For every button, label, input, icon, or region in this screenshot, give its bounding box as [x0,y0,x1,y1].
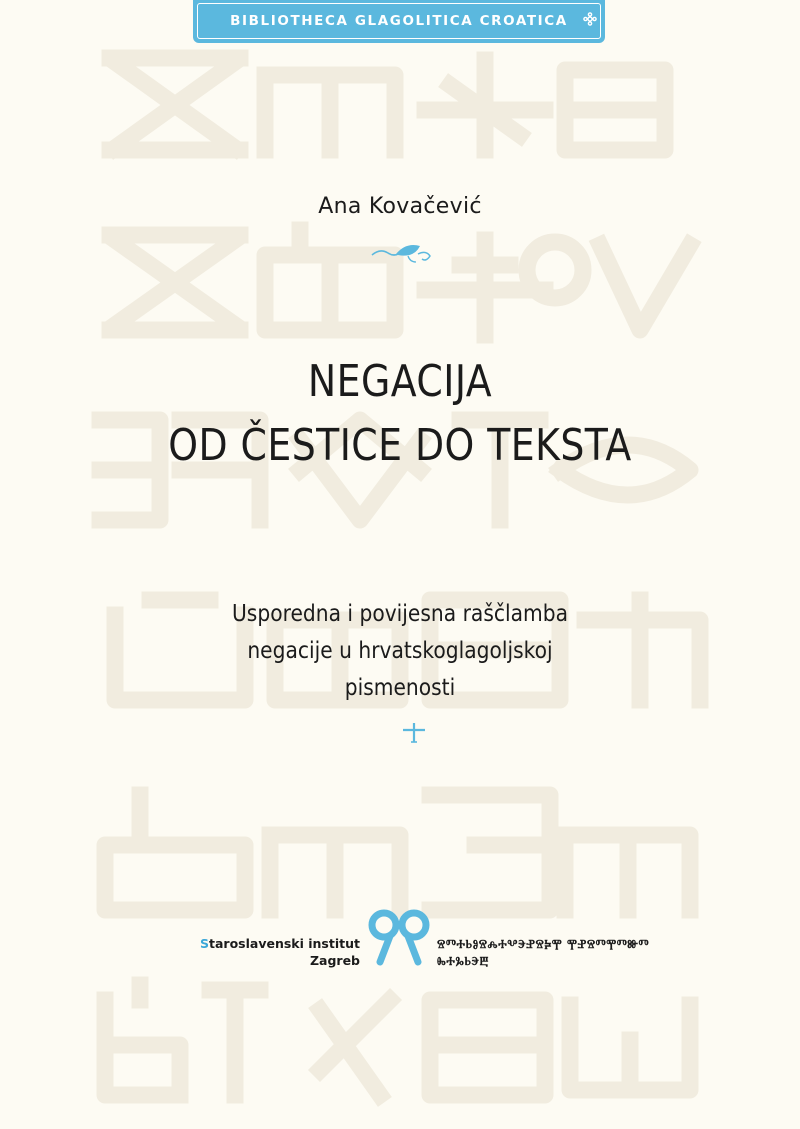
subtitle-line-1: Usporedna i povijesna raščlamba [231,601,568,627]
book-title-line-2: OD ČESTICE DO TEKSTA [168,420,632,471]
series-banner-frame [197,3,601,39]
subtitle-line-3: pismenosti [344,675,456,701]
publisher-name [200,935,360,952]
glagolitic-s-logo-icon [366,908,432,968]
author-name: Ana Kovačević [318,194,482,219]
flower-ornament-icon [583,12,597,26]
publisher-name-glagolitic [437,936,649,970]
series-title: BIBLIOTHECA GLAGOLITICA CROATICA [230,13,568,29]
publisher-glagolitic-line-2: ⰈⰀⰃⰓⰅⰁ [437,954,489,968]
leaf-ornament-icon [370,240,432,266]
publisher-initial: S [200,936,210,951]
publisher-name-rest: taroslavenski institut [209,936,360,951]
publisher-glagolitic-line-1: ⰔⰕⰀⰓⰑⰔⰎⰀⰂⰅⰐⰔⰍⰉ ⰉⰐⰔⰕⰉⰕⰖⰕ [437,937,649,951]
series-banner [193,0,605,43]
publisher-name-latin [200,935,360,969]
subtitle-line-2: negacije u hrvatskoglagoljskoj [247,638,553,664]
publisher-city: Zagreb [309,953,360,968]
book-title-line-1: NEGACIJA [307,356,493,407]
cross-ornament-icon [402,721,426,743]
